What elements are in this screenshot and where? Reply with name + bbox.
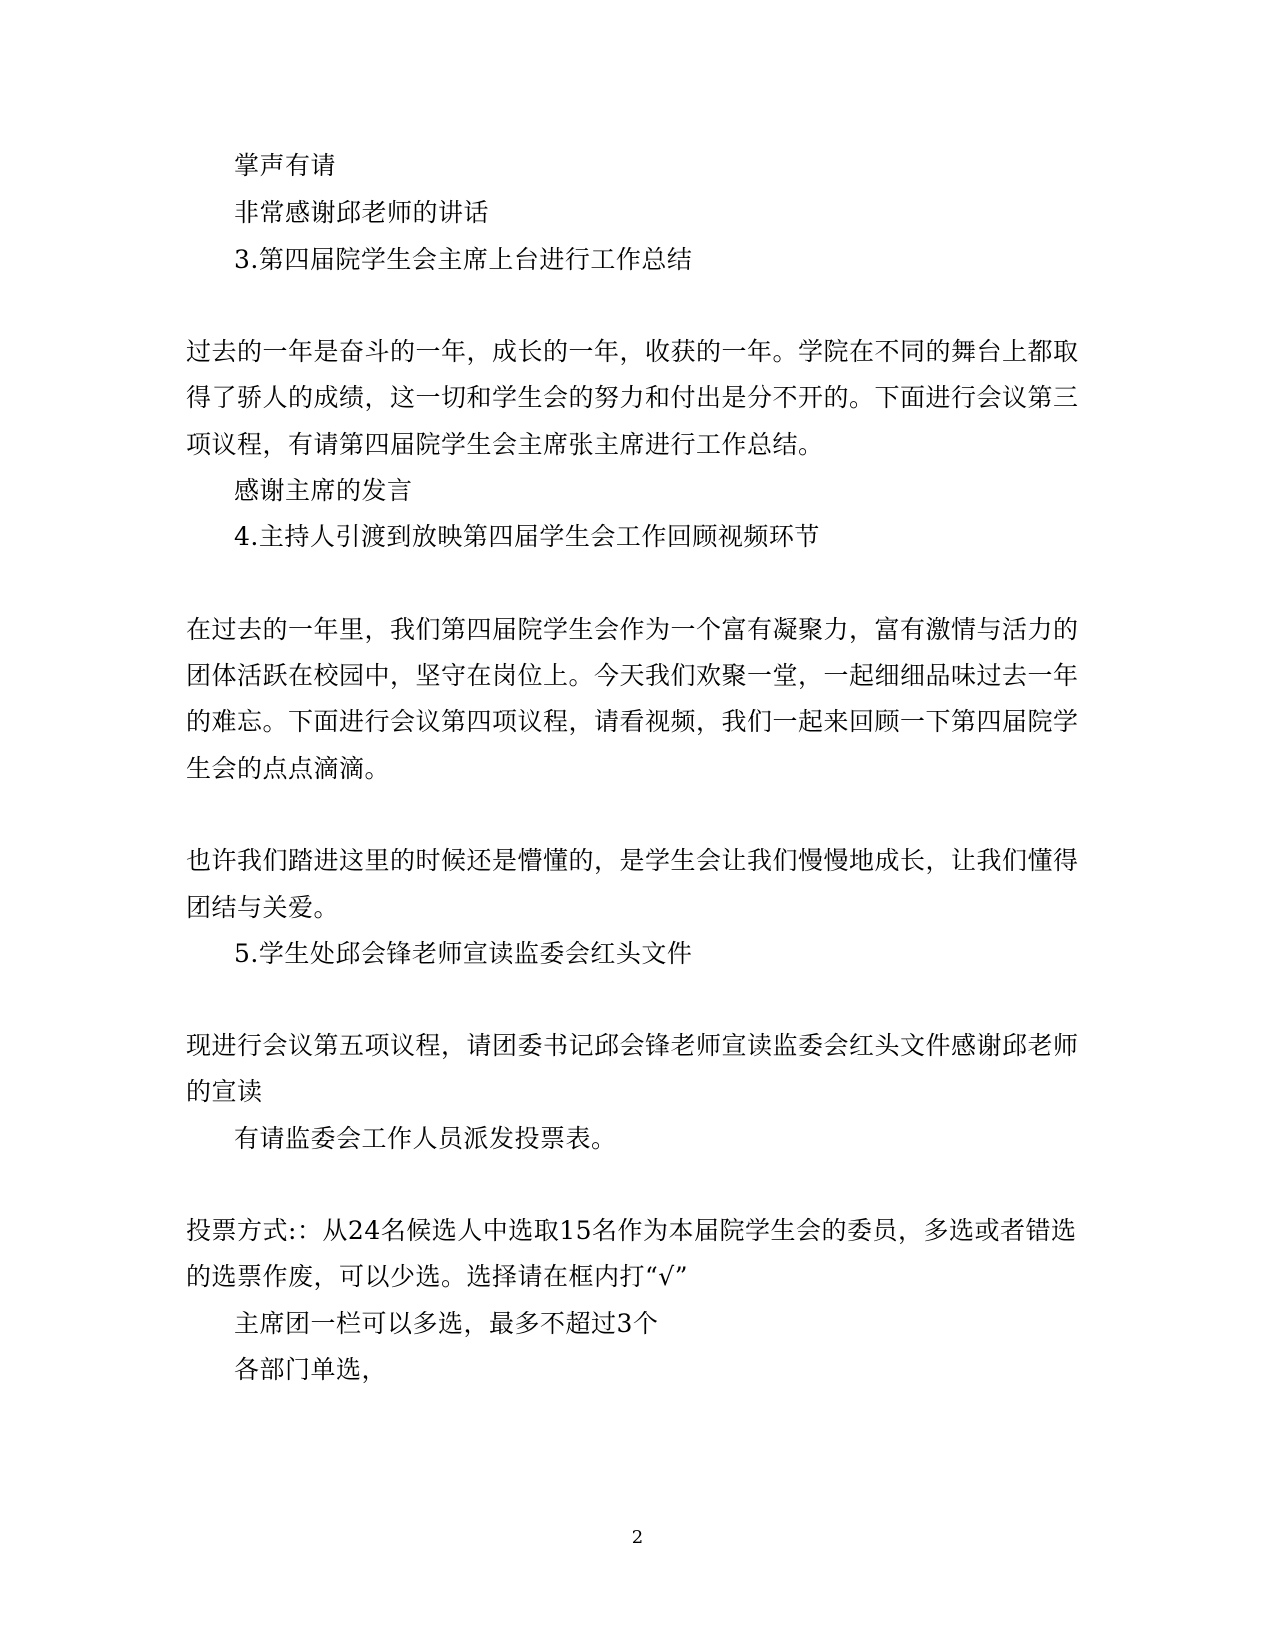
text-line: 有请监委会工作人员派发投票表。 [234,1124,617,1153]
text-line: 的宣读 [186,1077,263,1106]
section-heading: 5.学生处邱会锋老师宣读监委会红头文件 [234,939,693,968]
text-line: 现进行会议第五项议程，请团委书记邱会锋老师宣读监委会红头文件感谢邱老师 [186,1031,1079,1060]
text-line: 也许我们踏进这里的时候还是懵懂的，是学生会让我们慢慢地成长，让我们懂得 [186,846,1079,875]
text-line: 得了骄人的成绩，这一切和学生会的努力和付出是分不开的。下面进行会议第三 [186,383,1079,412]
text-line: 项议程，有请第四届院学生会主席张主席进行工作总结。 [186,430,824,459]
text-line: 感谢主席的发言 [234,476,413,505]
page-number: 2 [631,1527,644,1548]
text-line: 各部门单选， [234,1355,388,1384]
text-line: 团体活跃在校园中，坚守在岗位上。今天我们欢聚一堂，一起细细品味过去一年 [186,661,1079,690]
text-line: 掌声有请 [234,151,337,180]
text-line: 非常感谢邱老师的讲话 [234,198,490,227]
text-line: 团结与关爱。 [186,893,340,922]
text-line: 投票方式:：从24名候选人中选取15名作为本届院学生会的委员，多选或者错选 [186,1216,1077,1245]
text-line: 的选票作废，可以少选。选择请在框内打“√” [186,1262,688,1291]
text-line: 在过去的一年里，我们第四届院学生会作为一个富有凝聚力，富有激情与活力的 [186,615,1079,644]
text-line: 过去的一年是奋斗的一年，成长的一年，收获的一年。学院在不同的舞台上都取 [186,337,1079,366]
section-heading: 4.主持人引渡到放映第四届学生会工作回顾视频环节 [234,522,820,551]
text-line: 主席团一栏可以多选，最多不超过3个 [234,1309,659,1338]
text-line: 的难忘。下面进行会议第四项议程，请看视频，我们一起来回顾一下第四届院学 [186,707,1079,736]
text-line: 生会的点点滴滴。 [186,754,391,783]
section-heading: 3.第四届院学生会主席上台进行工作总结 [234,245,693,274]
